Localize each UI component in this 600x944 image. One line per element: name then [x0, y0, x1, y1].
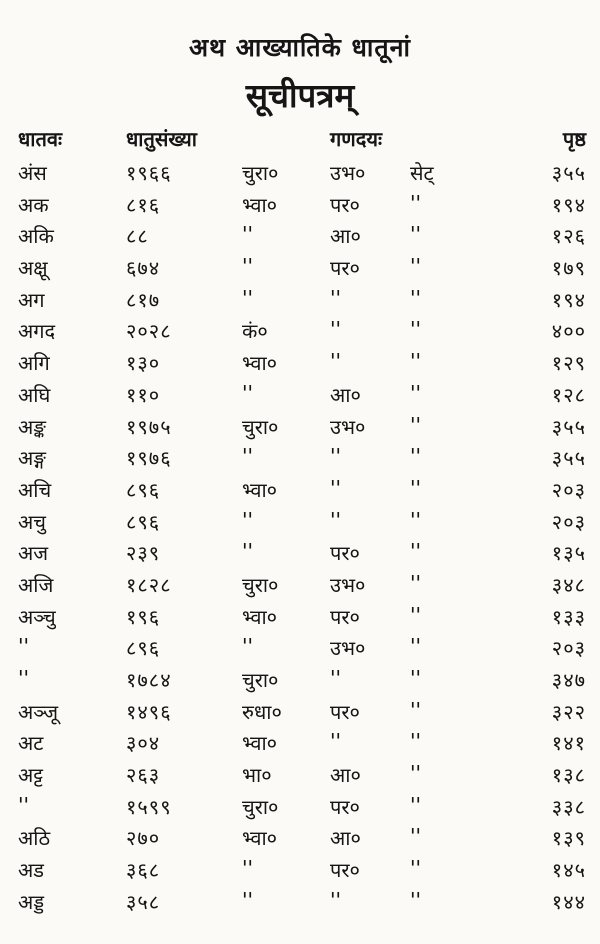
dhatu-root: अड — [18, 858, 44, 883]
it-marker: '' — [410, 285, 421, 310]
page-number: ३४८ — [551, 572, 586, 597]
column-header-root: धातवः — [18, 127, 63, 151]
it-marker: '' — [410, 792, 421, 817]
page-number: १२८ — [551, 382, 586, 407]
dhatu-root: अघि — [18, 382, 51, 407]
page-number: १३५ — [551, 541, 586, 566]
table-row — [0, 253, 600, 285]
page-number: ३५५ — [551, 446, 586, 471]
gana-class: रुधा० — [242, 699, 282, 724]
table-row — [0, 475, 600, 507]
pada-type: पर० — [330, 541, 360, 566]
pada-type: आ० — [330, 382, 361, 407]
table-row — [0, 792, 600, 824]
it-marker: '' — [410, 349, 421, 374]
it-marker: '' — [410, 475, 421, 500]
page-number: ३५५ — [551, 161, 586, 185]
page-number: ३५५ — [551, 414, 586, 439]
page-number: १४५ — [551, 858, 586, 883]
it-marker: '' — [410, 666, 421, 690]
dhatu-root: अकि — [18, 224, 54, 249]
page-number: ३२२ — [551, 699, 586, 724]
column-header-number: धातुसंख्या — [126, 127, 197, 151]
pada-type: '' — [330, 317, 341, 342]
table-row — [0, 760, 600, 792]
table-row — [0, 538, 600, 570]
dhatu-number: १७८४ — [126, 668, 172, 692]
pada-type: '' — [330, 475, 341, 500]
dhatu-number: २०२८ — [126, 319, 172, 344]
it-marker: '' — [410, 570, 421, 595]
table-row — [0, 380, 600, 412]
it-marker: '' — [410, 380, 421, 405]
it-marker: '' — [410, 507, 421, 532]
page-number: ४०० — [551, 319, 586, 344]
dhatu-number: ११० — [126, 382, 161, 407]
dhatu-root: '' — [18, 792, 29, 817]
table-row — [0, 348, 600, 380]
it-marker: '' — [410, 317, 421, 342]
pada-type: '' — [330, 729, 341, 754]
pada-type: आ० — [330, 826, 361, 851]
dhatu-root: अंस — [18, 161, 47, 185]
page-number: १७९ — [551, 256, 586, 281]
dhatu-number: ८९६ — [126, 636, 161, 661]
it-marker: '' — [410, 254, 421, 279]
page-title: सूचीपत्रम् — [245, 76, 355, 115]
dhatu-number: १४९६ — [126, 699, 172, 724]
table-row — [0, 823, 600, 855]
page-heading: अथ आख्यातिके धातूनां — [188, 33, 411, 62]
gana-class: '' — [242, 634, 253, 659]
gana-class: '' — [242, 444, 253, 469]
it-marker: '' — [410, 412, 421, 437]
pada-type: '' — [330, 285, 341, 310]
gana-class: चुरा० — [242, 414, 279, 439]
dhatu-root: अङ्ग — [18, 446, 46, 471]
it-marker: '' — [410, 761, 421, 786]
dhatu-number: १८२८ — [126, 572, 172, 597]
pada-type: '' — [330, 666, 341, 690]
dhatu-number: २३९ — [126, 541, 161, 566]
pada-type: '' — [330, 444, 341, 469]
it-marker: '' — [410, 697, 421, 722]
table-row — [0, 412, 600, 444]
dhatu-root: अग — [18, 287, 45, 312]
gana-class: चुरा० — [242, 572, 279, 597]
gana-class: '' — [242, 254, 253, 279]
table-row — [0, 633, 600, 665]
it-marker: '' — [410, 444, 421, 469]
pada-type: पर० — [330, 604, 360, 629]
gana-class: चुरा० — [242, 668, 279, 692]
gana-class: भ्वा० — [242, 826, 278, 851]
pada-type: '' — [330, 349, 341, 374]
table-row — [0, 190, 600, 222]
it-marker: '' — [410, 729, 421, 754]
dhatu-number: २६३ — [126, 763, 161, 788]
dhatu-root: अजि — [18, 572, 54, 597]
dhatu-root: अगि — [18, 351, 50, 376]
dhatu-root: अड्ड — [18, 889, 45, 914]
pada-type: उभ० — [330, 572, 366, 597]
table-row — [0, 697, 600, 729]
dhatu-number: २७० — [126, 826, 161, 851]
table-row — [0, 570, 600, 602]
column-header-class: गणदयः — [330, 127, 382, 151]
page-number: १३८ — [551, 763, 586, 788]
page-number: १२६ — [551, 224, 586, 249]
page-number: ३४७ — [551, 668, 586, 692]
gana-class: भ्वा० — [242, 731, 278, 756]
dhatu-root: अचु — [18, 509, 46, 534]
gana-class: चुरा० — [242, 794, 279, 819]
pada-type: '' — [330, 887, 341, 912]
pada-type: पर० — [330, 192, 360, 217]
table-row — [0, 507, 600, 539]
page-number: २०३ — [551, 477, 586, 502]
page-number: ३३८ — [551, 794, 586, 819]
gana-class: '' — [242, 380, 253, 405]
dhatu-number: ६७४ — [126, 256, 161, 281]
dhatu-root: अञ्जू — [18, 699, 59, 724]
it-marker: '' — [410, 190, 421, 215]
dhatu-number: १९७६ — [126, 446, 172, 471]
it-marker: '' — [410, 539, 421, 564]
dhatu-number: ८९६ — [126, 477, 161, 502]
table-row — [0, 316, 600, 348]
gana-class: भ्वा० — [242, 604, 278, 629]
page-number: १९४ — [551, 287, 586, 312]
pada-type: उभ० — [330, 636, 366, 661]
page-number: १४१ — [551, 731, 586, 756]
dhatu-number: १९७५ — [126, 414, 172, 439]
column-header-page: पृष्ठ — [562, 127, 586, 151]
gana-class: चुरा० — [242, 161, 279, 185]
pada-type: उभ० — [330, 414, 366, 439]
it-marker: सेट् — [410, 161, 434, 185]
dhatu-index-table — [0, 158, 600, 919]
dhatu-number: १५९९ — [126, 794, 172, 819]
dhatu-number: ८९६ — [126, 509, 161, 534]
dhatu-number: ८१६ — [126, 192, 161, 217]
page-number: २०३ — [551, 509, 586, 534]
pada-type: '' — [330, 507, 341, 532]
dhatu-number: ३०४ — [126, 731, 161, 756]
page-number: १२९ — [551, 351, 586, 376]
pada-type: आ० — [330, 763, 361, 788]
pada-type: पर० — [330, 699, 360, 724]
pada-type: पर० — [330, 858, 360, 883]
gana-class: '' — [242, 222, 253, 247]
dhatu-root: अगद — [18, 319, 56, 344]
dhatu-number: १९६६ — [126, 161, 172, 185]
page-number: १९४ — [551, 192, 586, 217]
table-row — [0, 158, 600, 190]
gana-class: '' — [242, 856, 253, 881]
dhatu-root: '' — [18, 666, 29, 690]
dhatu-root: अक — [18, 192, 49, 217]
gana-class: '' — [242, 285, 253, 310]
table-row — [0, 665, 600, 697]
dhatu-root: अङ्क — [18, 414, 46, 439]
gana-class: भ्वा० — [242, 351, 278, 376]
it-marker: '' — [410, 222, 421, 247]
dhatu-root: अट — [18, 731, 44, 756]
table-row — [0, 221, 600, 253]
gana-class: कं० — [242, 319, 268, 344]
pada-type: पर० — [330, 256, 360, 281]
dhatu-root: अचि — [18, 477, 52, 502]
dhatu-number: ३५८ — [126, 889, 161, 914]
dhatu-root: अक्षू — [18, 256, 48, 281]
it-marker: '' — [410, 856, 421, 881]
dhatu-root: अञ्चु — [18, 604, 56, 629]
it-marker: '' — [410, 602, 421, 627]
dhatu-number: ८१७ — [126, 287, 161, 312]
dhatu-number: १९६ — [126, 604, 161, 629]
table-row — [0, 855, 600, 887]
page-number: १४४ — [551, 889, 586, 914]
pada-type: आ० — [330, 224, 361, 249]
page-number: १३३ — [551, 604, 586, 629]
dhatu-root: अठि — [18, 826, 51, 851]
table-row — [0, 728, 600, 760]
pada-type: उभ० — [330, 161, 366, 185]
table-row — [0, 285, 600, 317]
dhatu-root: अज — [18, 541, 49, 566]
table-row — [0, 602, 600, 634]
dhatu-number: १३० — [126, 351, 161, 376]
gana-class: भ्वा० — [242, 477, 278, 502]
gana-class: '' — [242, 539, 253, 564]
dhatu-root: '' — [18, 634, 29, 659]
page-number: १३९ — [551, 826, 586, 851]
dhatu-number: ३६८ — [126, 858, 161, 883]
it-marker: '' — [410, 887, 421, 912]
it-marker: '' — [410, 824, 421, 849]
dhatu-root: अट्ट — [18, 763, 44, 788]
dhatu-number: ८८ — [126, 224, 149, 249]
pada-type: पर० — [330, 794, 360, 819]
gana-class: भा० — [242, 763, 272, 788]
gana-class: '' — [242, 887, 253, 912]
gana-class: भ्वा० — [242, 192, 278, 217]
table-row — [0, 443, 600, 475]
it-marker: '' — [410, 634, 421, 659]
table-row — [0, 887, 600, 919]
page-number: २०३ — [551, 636, 586, 661]
gana-class: '' — [242, 507, 253, 532]
